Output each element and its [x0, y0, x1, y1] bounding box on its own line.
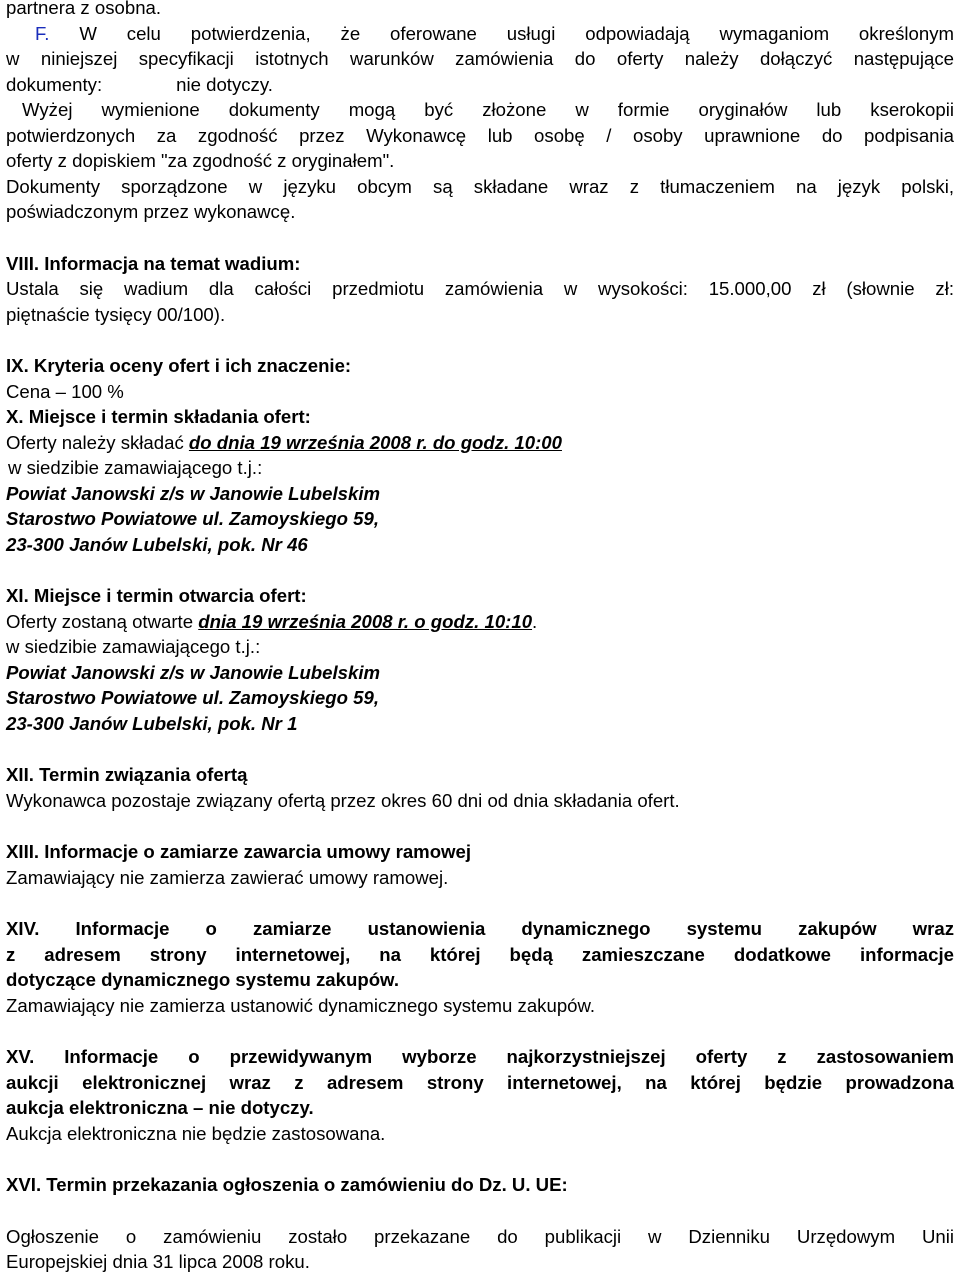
foreign-docs-line-2: poświadczonym przez wykonawcę. — [6, 201, 296, 222]
section-xiv-heading-1: XIV. Informacje o zamiarze ustanowienia dynamicznego systemu zakupów wraz — [6, 918, 954, 939]
item-f-line-2: w niniejszej specyfikacji istotnych warunków zamówienia do oferty należy dołączyć następujące — [6, 48, 954, 69]
section-x-address-3: 23-300 Janów Lubelski, pok. Nr 46 — [6, 533, 308, 555]
section-xi-line-1: Oferty zostaną otwarte dnia 19 września 2008 r. o godz. 10:10. — [6, 610, 538, 632]
section-x-line-1: Oferty należy składać do dnia 19 września 2008 r. do godz. 10:00 — [6, 431, 562, 453]
foreign-docs-line-1: Dokumenty sporządzone w języku obcym są składane wraz z tłumaczeniem na język polski, — [6, 175, 954, 197]
text-fragment: partnera z osobna. — [6, 0, 162, 18]
section-xi-address-3: 23-300 Janów Lubelski, pok. Nr 1 — [6, 712, 298, 734]
section-xv-line-1: Aukcja elektroniczna nie będzie zastosowana. — [6, 1122, 386, 1144]
section-ix-heading: IX. Kryteria oceny ofert i ich znaczenie: — [6, 355, 352, 376]
section-xvi-heading: XVI. Termin przekazania ogłoszenia o zamówieniu do Dz. U. UE: — [6, 1174, 568, 1195]
section-ix-line-1: Cena – 100 % — [6, 380, 124, 402]
section-x-address-2: Starostwo Powiatowe ul. Zamoyskiego 59, — [6, 508, 380, 529]
item-f-line-1: F. W celu potwierdzenia, że oferowane usługi odpowiadają wymaganiom określonym — [35, 22, 954, 44]
section-xi-address-2: Starostwo Powiatowe ul. Zamoyskiego 59, — [6, 687, 380, 708]
section-xi-line-2: w siedzibie zamawiającego t.j.: — [6, 636, 261, 657]
section-xvi-line-1: Ogłoszenie o zamówieniu zostało przekazane do publikacji w Dzienniku Urzędowym Unii — [6, 1225, 954, 1247]
section-viii-heading: VIII. Informacja na temat wadium: — [6, 252, 301, 274]
section-xv-heading-1: XV. Informacje o przewidywanym wyborze najkorzystniejszej oferty z zastosowaniem — [6, 1046, 954, 1067]
section-xii-line-1: Wykonawca pozostaje związany ofertą przez okres 60 dni od dnia składania ofert. — [6, 789, 680, 811]
section-xii-heading: XII. Termin związania ofertą — [6, 764, 248, 785]
section-x-heading: X. Miejsce i termin składania ofert: — [6, 406, 311, 427]
item-f-marker: F. — [35, 22, 50, 44]
section-x-line-2: w siedzibie zamawiającego t.j.: — [8, 457, 263, 478]
section-xiv-heading-2: z adresem strony internetowej, na której będą zamieszczane dodatkowe informacje — [6, 943, 954, 965]
section-xi-deadline: dnia 19 września 2008 r. o godz. 10:10 — [198, 610, 533, 632]
section-xiii-line-1: Zamawiający nie zamierza zawierać umowy ramowej. — [6, 866, 449, 888]
section-xv-heading-2: aukcji elektronicznej wraz z adresem strony internetowej, na której będzie prowadzona — [6, 1071, 954, 1093]
section-xiii-heading: XIII. Informacje o zamiarze zawarcia umowy ramowej — [6, 841, 472, 862]
section-xvi-line-2: Europejskiej dnia 31 lipca 2008 roku. — [6, 1251, 310, 1272]
docs-note-line-1: Wyżej wymienione dokumenty mogą być złożone w formie oryginałów lub kserokopii — [22, 99, 954, 120]
item-f-line-3: dokumenty: nie dotyczy. — [6, 73, 273, 95]
section-xi-address-1: Powiat Janowski z/s w Janowie Lubelskim — [6, 661, 381, 683]
section-xiv-line-1: Zamawiający nie zamierza ustanowić dynamicznego systemu zakupów. — [6, 994, 596, 1016]
docs-note-line-2: potwierdzonych za zgodność przez Wykonawcę lub osobę / osoby uprawnione do podpisania — [6, 124, 954, 146]
section-x-deadline: do dnia 19 września 2008 r. do godz. 10:00 — [188, 431, 562, 453]
section-xv-heading-3: aukcja elektroniczna – nie dotyczy. — [6, 1097, 314, 1118]
section-viii-line-2: piętnaście tysięcy 00/100). — [6, 303, 226, 325]
section-x-address-1: Powiat Janowski z/s w Janowie Lubelskim — [6, 482, 381, 504]
section-xi-heading: XI. Miejsce i termin otwarcia ofert: — [6, 585, 307, 606]
section-xiv-heading-3: dotyczące dynamicznego systemu zakupów. — [6, 969, 399, 990]
section-viii-line-1: Ustala się wadium dla całości przedmiotu zamówienia w wysokości: 15.000,00 zł (słownie zł: — [6, 278, 954, 299]
docs-note-line-3: oferty z dopiskiem "za zgodność z oryginałem". — [6, 150, 395, 171]
